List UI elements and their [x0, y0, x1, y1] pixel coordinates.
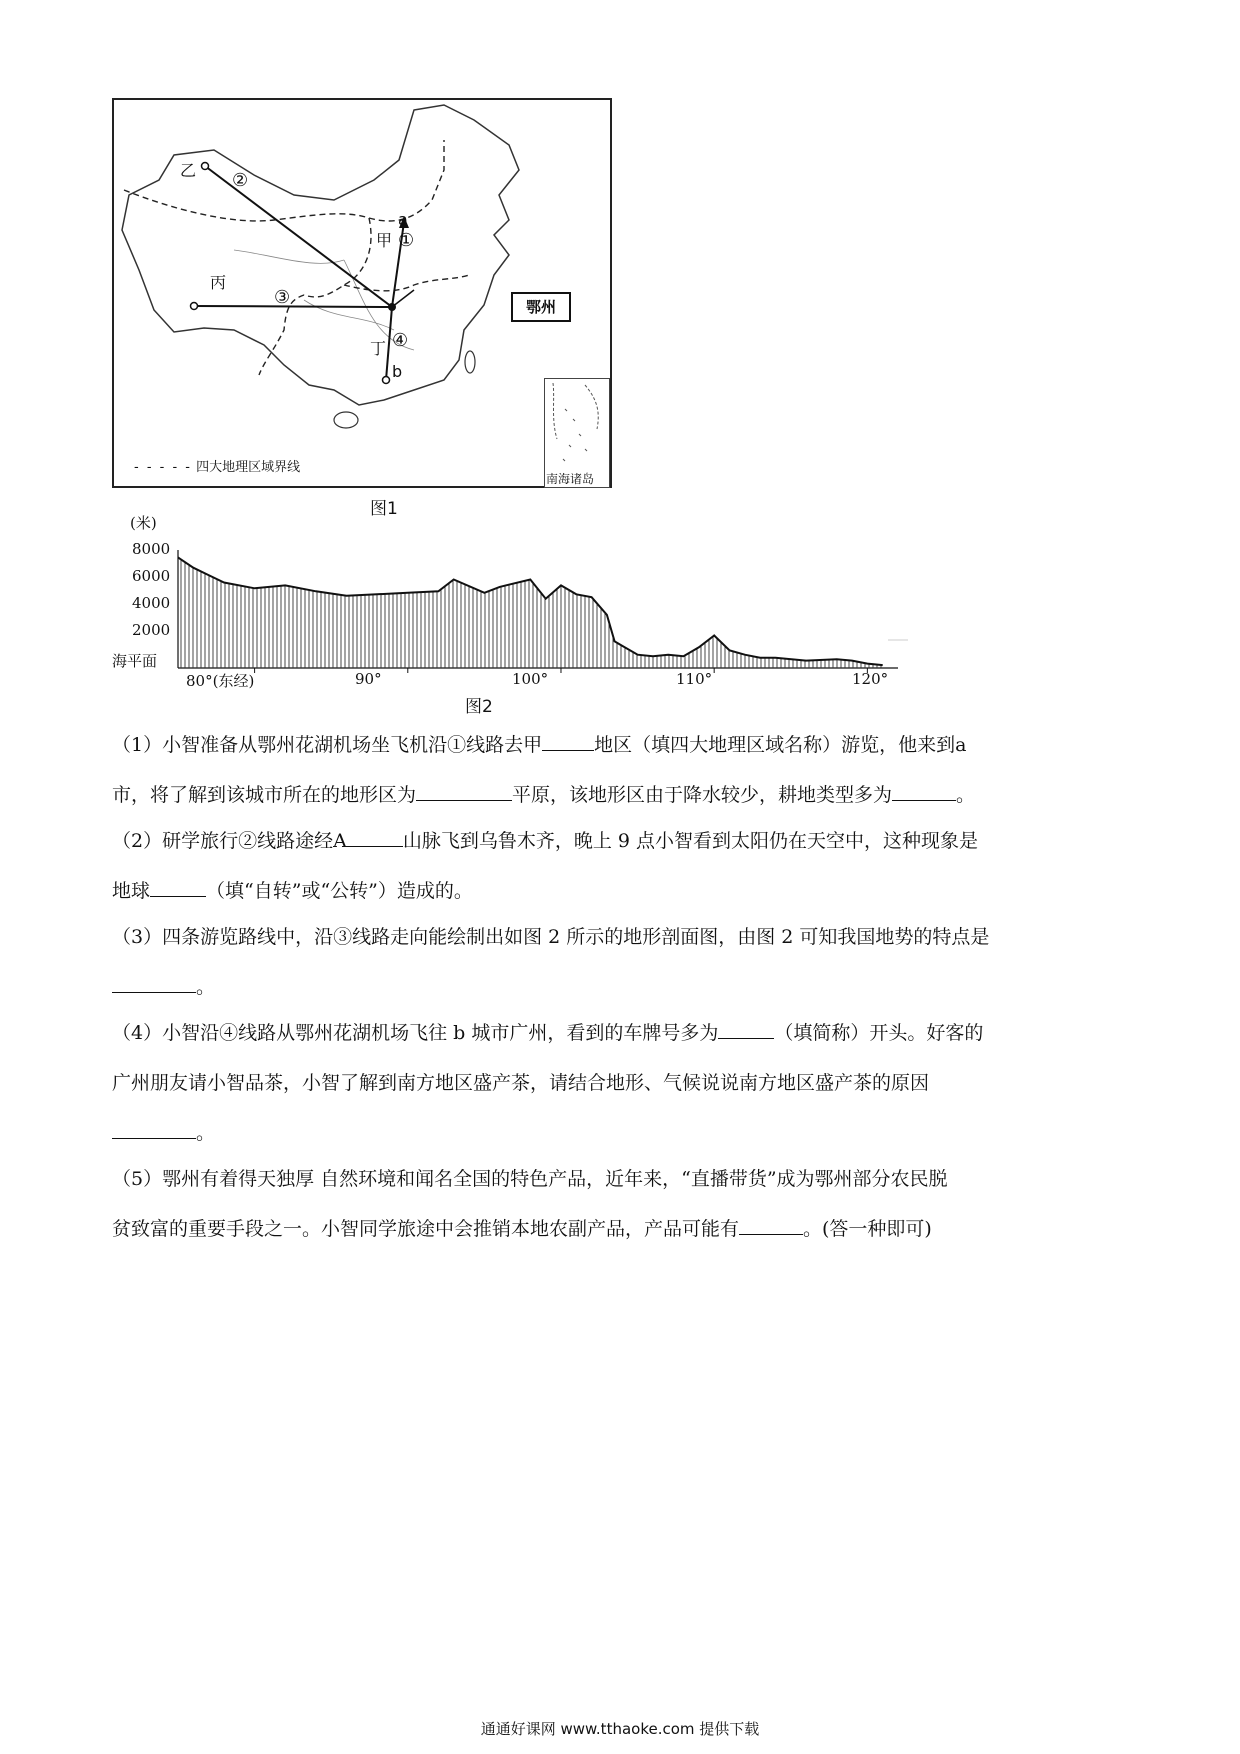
legend-dash-symbol: - - - - - [134, 460, 192, 475]
label-jia: 甲 [376, 231, 393, 250]
profile-plot [108, 510, 908, 690]
label-b: b [392, 362, 403, 381]
point-b [383, 377, 390, 384]
ezhou-pointer [392, 290, 414, 307]
answer-blank[interactable] [112, 972, 196, 993]
x-tick-marks [255, 668, 868, 673]
question-1 [112, 720, 1122, 820]
boundary-qinling-huaihe [344, 275, 469, 291]
answer-blank[interactable] [416, 780, 512, 801]
inset-label: 南海诸岛 [546, 472, 595, 486]
map-figure [112, 98, 612, 488]
q2-line-2: 地球 （填“自转”或“公转”）造成的。 [112, 866, 1122, 916]
answer-blank[interactable] [150, 876, 206, 897]
answer-blank[interactable] [739, 1214, 803, 1235]
question-4 [112, 1008, 1122, 1158]
country-outline [122, 105, 519, 405]
answer-blank[interactable] [892, 780, 956, 801]
terrain-profile-chart [108, 510, 908, 690]
answer-blank[interactable] [542, 730, 594, 751]
label-route-4: ④ [392, 330, 409, 351]
y-tick-2000: 2000 [132, 621, 171, 639]
label-a: a [398, 210, 408, 229]
y-tick-4000: 4000 [132, 594, 171, 612]
point-yi [202, 163, 209, 170]
interior-lines [234, 250, 414, 350]
label-yi: 乙 [180, 161, 197, 180]
label-route-1: ① [398, 230, 415, 251]
x-tick-100: 100° [512, 670, 549, 688]
answer-blank[interactable] [347, 826, 403, 847]
sea-level-label: 海平面 [112, 652, 158, 670]
point-bing [191, 303, 198, 310]
answer-blank[interactable] [718, 1018, 774, 1039]
q3-line-2: 。 [112, 962, 1122, 1012]
x-tick-90: 90° [355, 670, 382, 688]
taiwan-outline [465, 351, 475, 373]
legend-text: 四大地理区域界线 [196, 460, 301, 475]
question-3 [112, 912, 1122, 1012]
hainan-outline [334, 412, 358, 428]
x-tick-80: 80°(东经) [186, 672, 255, 690]
ezhou-label-box: 鄂州 [511, 292, 571, 322]
q1-line-2: 市，将了解到该城市所在的地形区为 平原，该地形区由于降水较少，耕地类型多为 。 [112, 770, 1122, 820]
q5-line-2: 贫致富的重要手段之一。小智同学旅途中会推销本地农副产品，产品可能有 。(答一种即可) [112, 1204, 1122, 1254]
label-bing: 丙 [210, 273, 227, 292]
question-5 [112, 1154, 1122, 1254]
question-2 [112, 816, 1122, 916]
q3-line-1: （3）四条游览路线中，沿③线路走向能绘制出如图 2 所示的地形剖面图，由图 2 可知我国地势的特点是 [112, 926, 990, 948]
boundary-north-west [124, 140, 444, 221]
x-tick-120: 120° [852, 670, 889, 688]
footer-watermark: 通通好课网 www.tthaoke.com 提供下载 [480, 1720, 760, 1738]
label-route-3: ③ [274, 287, 291, 308]
q2-line-1: （2）研学旅行②线路途经A 山脉飞到乌鲁木齐，晚上 9 点小智看到太阳仍在天空中，这种现象是 [112, 816, 1122, 866]
y-tick-8000: 8000 [132, 540, 171, 558]
q4-line-3: 。 [112, 1108, 1122, 1158]
figure1-caption: 图1 [370, 499, 398, 519]
point-ezhou [388, 303, 396, 311]
answer-blank[interactable] [112, 1118, 196, 1139]
q5-line-1: （5）鄂州有着得天独厚 自然环境和闻名全国的特色产品，近年来，“直播带货”成为鄂州部分农民脱 [112, 1168, 948, 1190]
q4-line-1: （4）小智沿④线路从鄂州花湖机场飞往 b 城市广州，看到的车牌号多为 （填简称）开头。好客的 [112, 1008, 1122, 1058]
profile-area [178, 557, 883, 668]
figure2-caption: 图2 [465, 697, 493, 717]
y-tick-6000: 6000 [132, 567, 171, 585]
y-unit-label: (米) [130, 514, 157, 532]
route-3-line [194, 306, 392, 307]
map-legend [134, 456, 300, 475]
q1-line-1: （1）小智准备从鄂州花湖机场坐飞机沿①线路去甲 地区（填四大地理区域名称）游览，他来到a [112, 720, 1122, 770]
x-tick-110: 110° [676, 670, 713, 688]
q4-line-2: 广州朋友请小智品茶，小智了解到南方地区盛产茶，请结合地形、气候说说南方地区盛产茶的原因 [112, 1072, 930, 1094]
label-route-2: ② [232, 170, 249, 191]
label-ding: 丁 [370, 339, 387, 358]
